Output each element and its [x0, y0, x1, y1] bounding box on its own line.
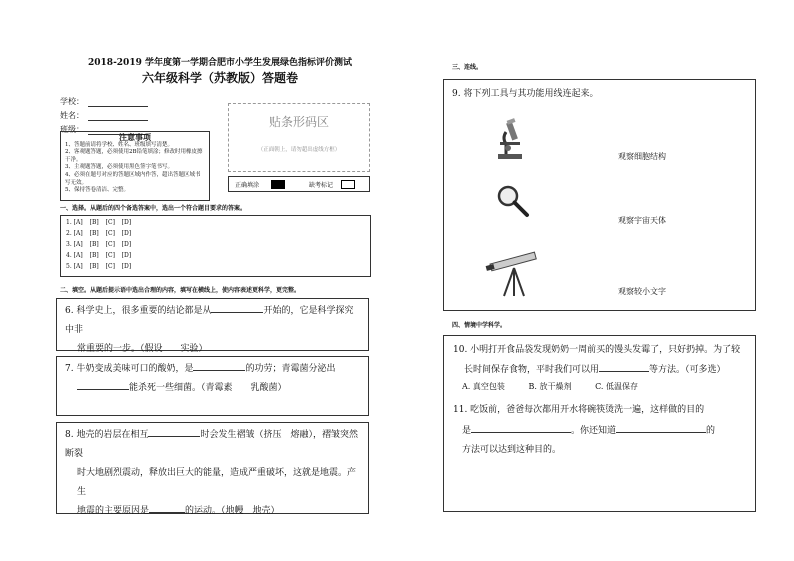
section4-heading: 四、情境中学科学。 — [452, 322, 507, 329]
question-8-box: 8. 地壳的岩层在相互 时会发生褶皱（挤压 熔融），褶皱突然断裂 时大地剧烈震动，释放出巨大的能量，造成严重破坏，这就是地震。产生 地震的主要原因是 的运动。（地幔 地壳） — [56, 422, 369, 514]
microscope-icon — [492, 118, 526, 160]
choice-answer-box — [60, 215, 371, 277]
barcode-title: 贴条形码区 — [268, 115, 329, 129]
q10-answer-blank[interactable] — [599, 361, 649, 372]
school-label: 学校： — [60, 97, 84, 106]
absent-mark-checkbox[interactable] — [341, 180, 355, 189]
magnifier-icon — [496, 184, 530, 218]
q10-option-c[interactable]: C. 低温保存 — [595, 382, 639, 391]
section3-heading: 三、连线。 — [452, 64, 483, 71]
q6-answer-blank[interactable] — [211, 302, 263, 313]
exam-title-line1: 2018-2019 学年度第一学期合肥市小学生发展绿色指标评价测试 — [88, 58, 352, 68]
question-7-box: 7. 牛奶变成美味可口的酸奶，是 的功劳；青霉菌分泌出 能杀死一些细菌。（青霉素 乳酸菌） — [56, 356, 369, 416]
choice-row[interactable]: 3. [A] [B] [C] [D] — [66, 241, 132, 248]
question-10-11-box: 10. 小明打开食品袋发现奶奶一周前买的馒头发霉了，只好扔掉。为了较 长时间保存食物，平时我们可以用 等方法。（可多选） A. 真空包装 B. 放干燥剂 C. 低温保存 11. 吃饭前，爸爸每次都用开水将碗筷烫洗一遍，这样做的目的 是 。你还知道 的 方法可以达到这种目的。 — [443, 335, 756, 512]
correct-fill-swatch — [271, 180, 285, 189]
name-field[interactable] — [60, 110, 148, 121]
function-label[interactable]: 观察宇宙天体 — [618, 216, 666, 225]
q11-answer-blank-2[interactable] — [616, 422, 706, 433]
q11-answer-blank-1[interactable] — [471, 422, 571, 433]
barcode-area — [228, 103, 370, 172]
notice-item: 3、主观题答题，必须使用黑色签字笔书写。 — [65, 164, 174, 171]
choice-row[interactable]: 2. [A] [B] [C] [D] — [66, 230, 132, 237]
notice-item: 5、保持答卷清洁、完整。 — [65, 187, 130, 194]
q8-answer-blank-1[interactable] — [148, 426, 200, 437]
choice-row[interactable]: 5. [A] [B] [C] [D] — [66, 263, 132, 270]
notice-item: 2、客观题答题，必须使用2B铅笔填涂；修改时用橡皮擦干净。 — [65, 149, 203, 163]
absent-mark-label: 缺考标记 — [309, 182, 334, 189]
section2-heading: 二、填空。从题后提示语中选出合理的内容，填写在横线上，使内容表述更科学，更完整。 — [60, 287, 301, 294]
q8-answer-blank-2[interactable] — [149, 502, 185, 513]
function-label[interactable]: 观察细胞结构 — [618, 152, 666, 161]
correct-fill-label: 正确填涂 — [235, 182, 260, 189]
q10-option-a[interactable]: A. 真空包装 — [462, 382, 505, 391]
notice-box — [60, 131, 210, 201]
notice-item: 1、答题前请将学校、姓名、班级填写清楚。 — [65, 141, 174, 148]
q7-answer-blank-1[interactable] — [193, 360, 245, 371]
function-label[interactable]: 观察较小文字 — [618, 287, 666, 296]
notice-title: 注意事项 — [119, 132, 151, 142]
q10-option-b[interactable]: B. 放干燥剂 — [528, 382, 572, 391]
choice-row[interactable]: 1. [A] [B] [C] [D] — [66, 219, 132, 226]
exam-title-line2: 六年级科学（苏教版）答题卷 — [141, 71, 298, 85]
barcode-note: （正面朝上，请勿超出虚线方框） — [257, 147, 341, 153]
school-field[interactable] — [60, 96, 148, 107]
notice-item: 4、必须在题号对应的答题区域内作答，超出答题区域书写无效。 — [65, 171, 201, 186]
question-9-box — [443, 79, 756, 311]
fill-example — [228, 176, 370, 192]
q9-prompt: 9. 将下列工具与其功能用线连起来。 — [452, 89, 599, 99]
question-6-box: 6. 科学史上，很多重要的结论都是从 开始的，它是科学探究中非 常重要的一步。（假设 实验） — [56, 298, 369, 351]
class-label: 班级： — [60, 125, 84, 134]
q7-answer-blank-2[interactable] — [77, 379, 129, 390]
section1-heading: 一、选择。从题后的四个备选答案中，选出一个符合题目要求的答案。 — [60, 205, 247, 212]
name-label: 姓名： — [60, 111, 84, 120]
telescope-icon — [484, 248, 544, 298]
choice-row[interactable]: 4. [A] [B] [C] [D] — [66, 252, 132, 259]
